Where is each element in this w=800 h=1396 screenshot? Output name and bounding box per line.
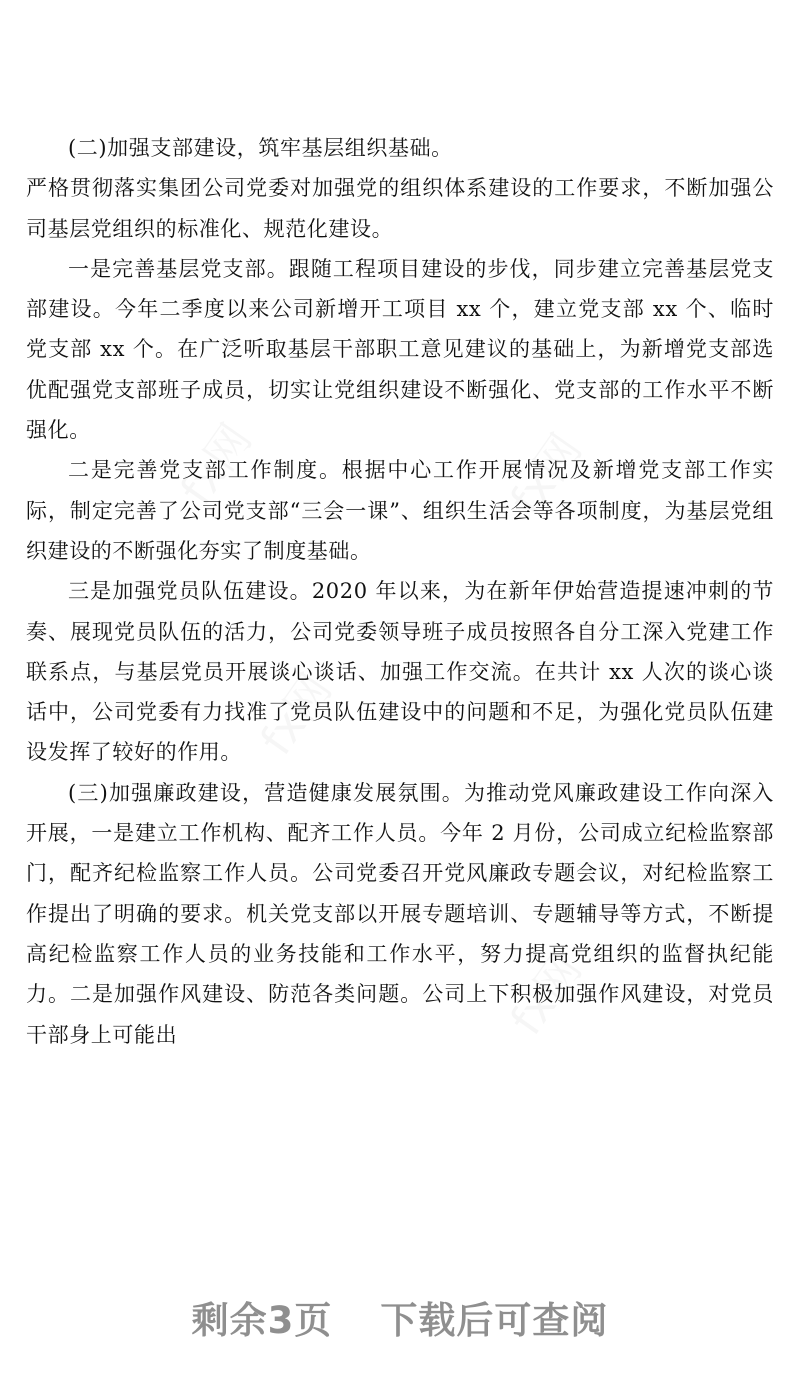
paragraph-requirements: 严格贯彻落实集团公司党委对加强党的组织体系建设的工作要求，不断加强公司基层党组织的标准化、规范化建设。 <box>26 176 774 241</box>
watermark: fx网 <box>501 424 592 525</box>
remaining-pages-label: 剩余3页 <box>191 1299 333 1342</box>
paragraph-member-team: 三是加强党员队伍建设。2020 年以来，为在新年伊始营造提速冲刺的节奏、展现党员队伍的活力，公司党委领导班子成员按照各自分工深入党建工作联系点，与基层党员开展谈心谈话、加强工作交流。在共计 xx 人次的谈心谈话中，公司党委有力找准了党员队伍建设中的问题和不足，为强化党员队伍建设发挥了较好的作用。 <box>26 579 774 765</box>
remaining-pages-banner[interactable] <box>0 1290 800 1344</box>
paragraph-branch-improvement: 一是完善基层党支部。跟随工程项目建设的步伐，同步建立完善基层党支部建设。今年二季度以来公司新增开工项目 xx 个，建立党支部 xx 个、临时党支部 xx 个。在广泛听取基层干部职工意见建议的基础上，为新增党支部选优配强党支部班子成员，切实让党组织建设不断强化、党支部的工作水平不断强化。 <box>26 256 774 443</box>
watermark: fx网 <box>251 664 342 765</box>
watermark: fx网 <box>501 944 592 1045</box>
download-hint-label: 下载后可查阅 <box>380 1299 609 1342</box>
paragraph-integrity-building: (三)加强廉政建设，营造健康发展氛围。为推动党风廉政建设工作向深入开展，一是建立工作机构、配齐工作人员。今年 2 月份，公司成立纪检监察部门，配齐纪检监察工作人员。公司党委召开党风廉政专题会议，对纪检监察工作提出了明确的要求。机关党支部以开展专题培训、专题辅导等方式，不断提高纪检监察工作人员的业务技能和工作水平，努力提高党组织的监督执纪能力。二是加强作风建设、防范各类问题。公司上下积极加强作风建设，对党员干部身上可能出 <box>26 780 774 1047</box>
paragraph-branch-system: 二是完善党支部工作制度。根据中心工作开展情况及新增党支部工作实际，制定完善了公司党支部“三会一课”、组织生活会等各项制度，为基层党组织建设的不断强化夯实了制度基础。 <box>26 458 774 563</box>
watermark: fx网 <box>171 414 262 515</box>
document-body <box>26 128 774 1055</box>
section-heading-two: (二)加强支部建设，筑牢基层组织基础。 <box>68 136 453 160</box>
